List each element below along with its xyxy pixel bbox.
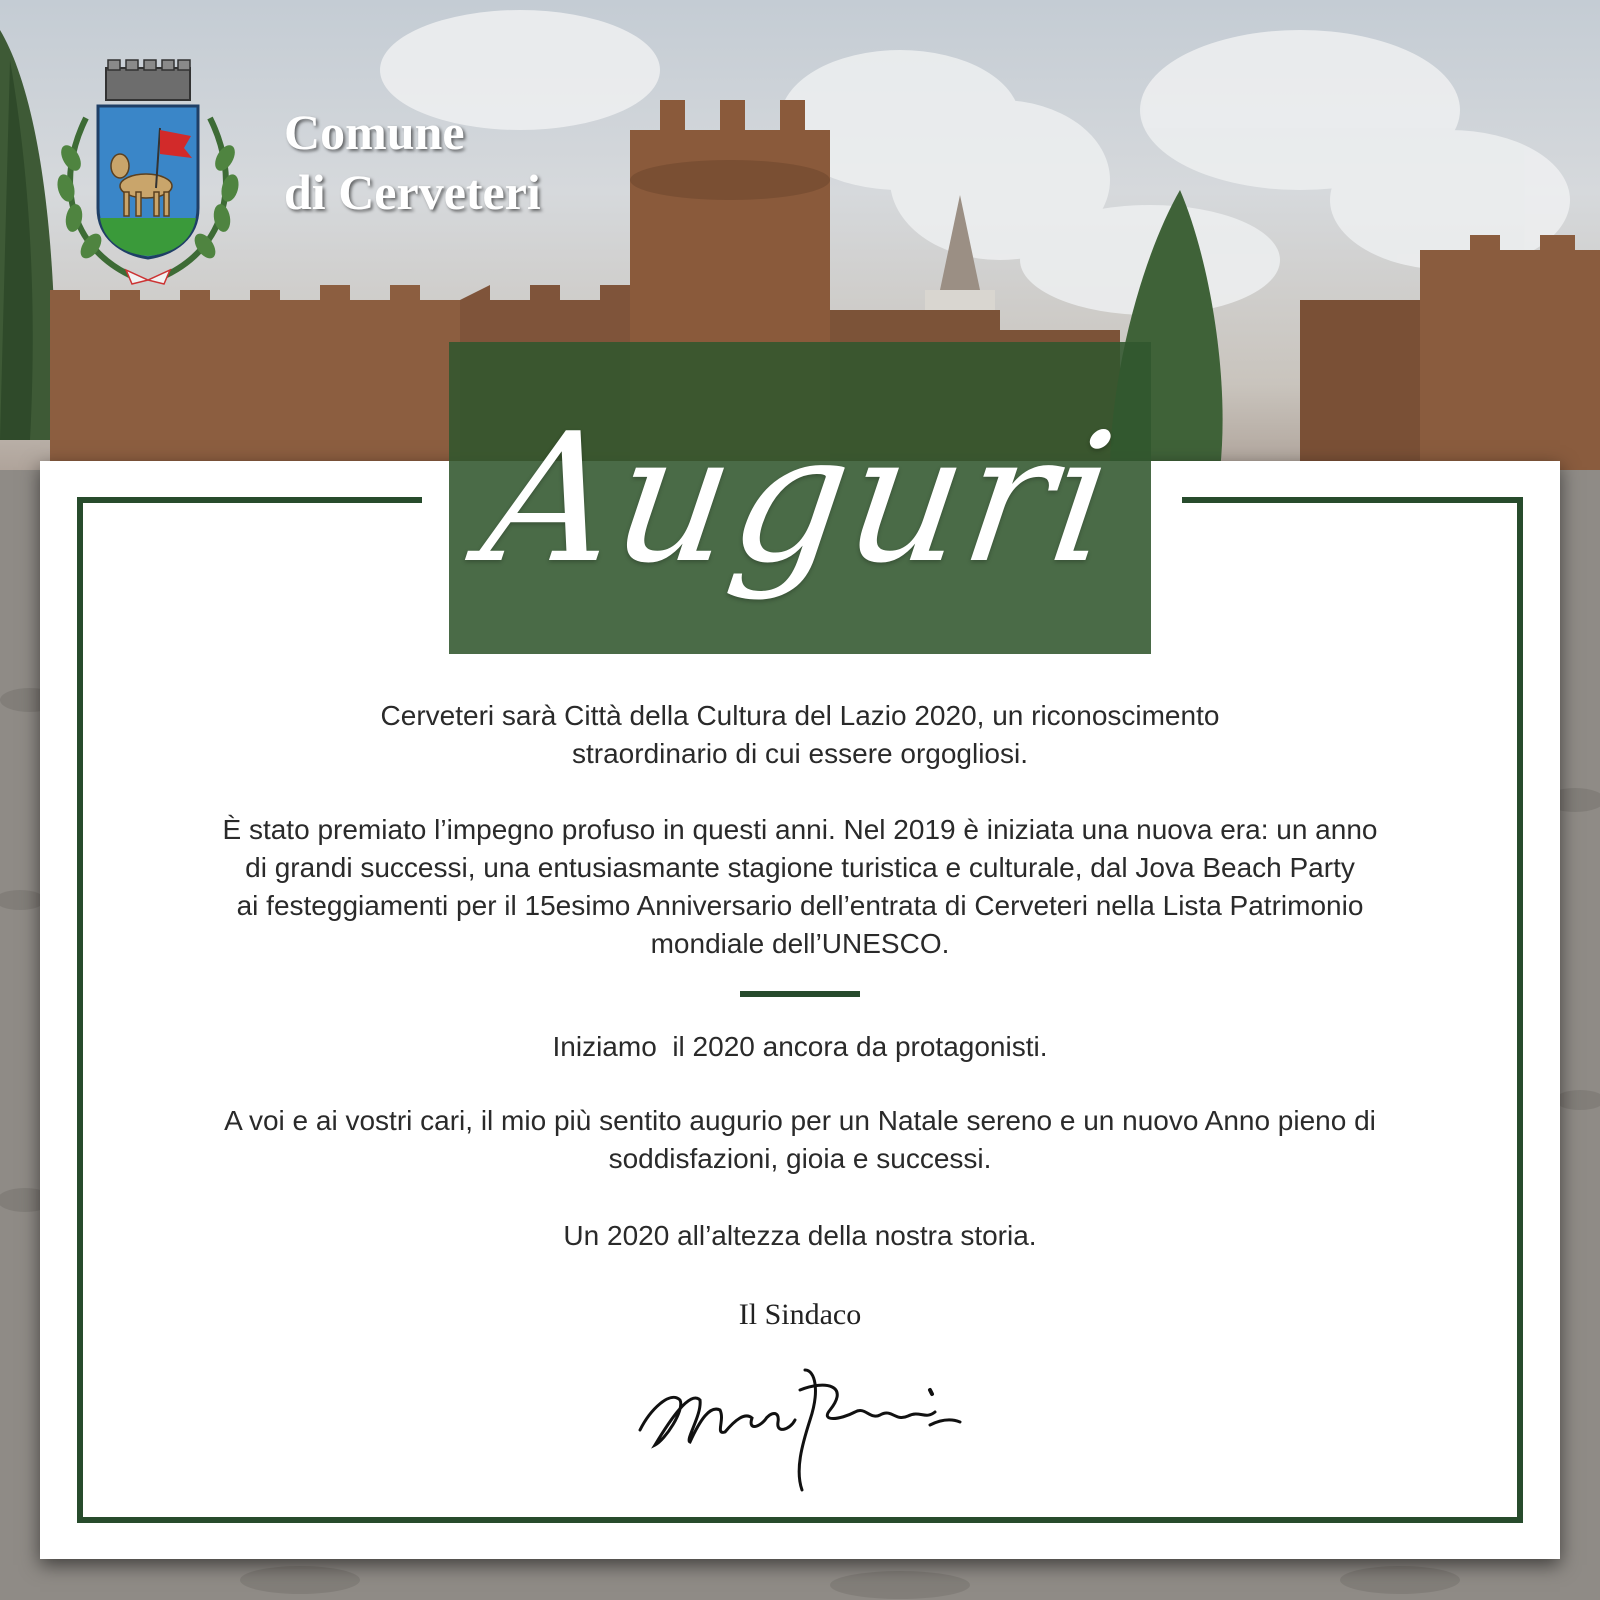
coat-of-arms-icon	[46, 58, 250, 290]
frame-border-right	[1517, 497, 1523, 1523]
frame-border-left	[77, 497, 83, 1523]
municipality-line2: di Cerveteri	[284, 164, 541, 220]
municipality-line1: Comune	[284, 104, 465, 160]
signature-icon	[630, 1350, 970, 1500]
frame-border-top-right	[1182, 497, 1523, 503]
message-paragraph-5: Un 2020 all’altezza della nostra storia.	[563, 1220, 1037, 1251]
signer-title: Il Sindaco	[738, 1298, 862, 1331]
message-paragraph-1: Cerveteri sarà Città della Cultura del Lazio 2020, un riconoscimento straordinario di cui essere orgogliosi.	[380, 700, 1220, 769]
frame-border-top-left	[77, 497, 422, 503]
frame-border-bottom	[77, 1517, 1523, 1523]
message-paragraph-2: È stato premiato l’impegno profuso in questi anni. Nel 2019 è iniziata una nuova era: un anno di grandi successi, una entusiasmante stagione turistica e culturale, dal Jova Beach Party ai festeggiamenti per il 15esimo Anniversario dell’entrata di Cerveteri nella Lista Patrimonio mondiale dell’UNESCO.	[222, 814, 1378, 959]
message-paragraph-4: A voi e ai vostri cari, il mio più sentito augurio per un Natale sereno e un nuovo Anno pieno di soddisfazioni, gioia e successi.	[224, 1105, 1376, 1174]
municipality-name	[284, 102, 541, 222]
greeting-title: Auguri	[472, 394, 1128, 602]
message-paragraph-3: Iniziamo il 2020 ancora da protagonisti.	[552, 1031, 1048, 1062]
section-divider	[740, 991, 860, 997]
